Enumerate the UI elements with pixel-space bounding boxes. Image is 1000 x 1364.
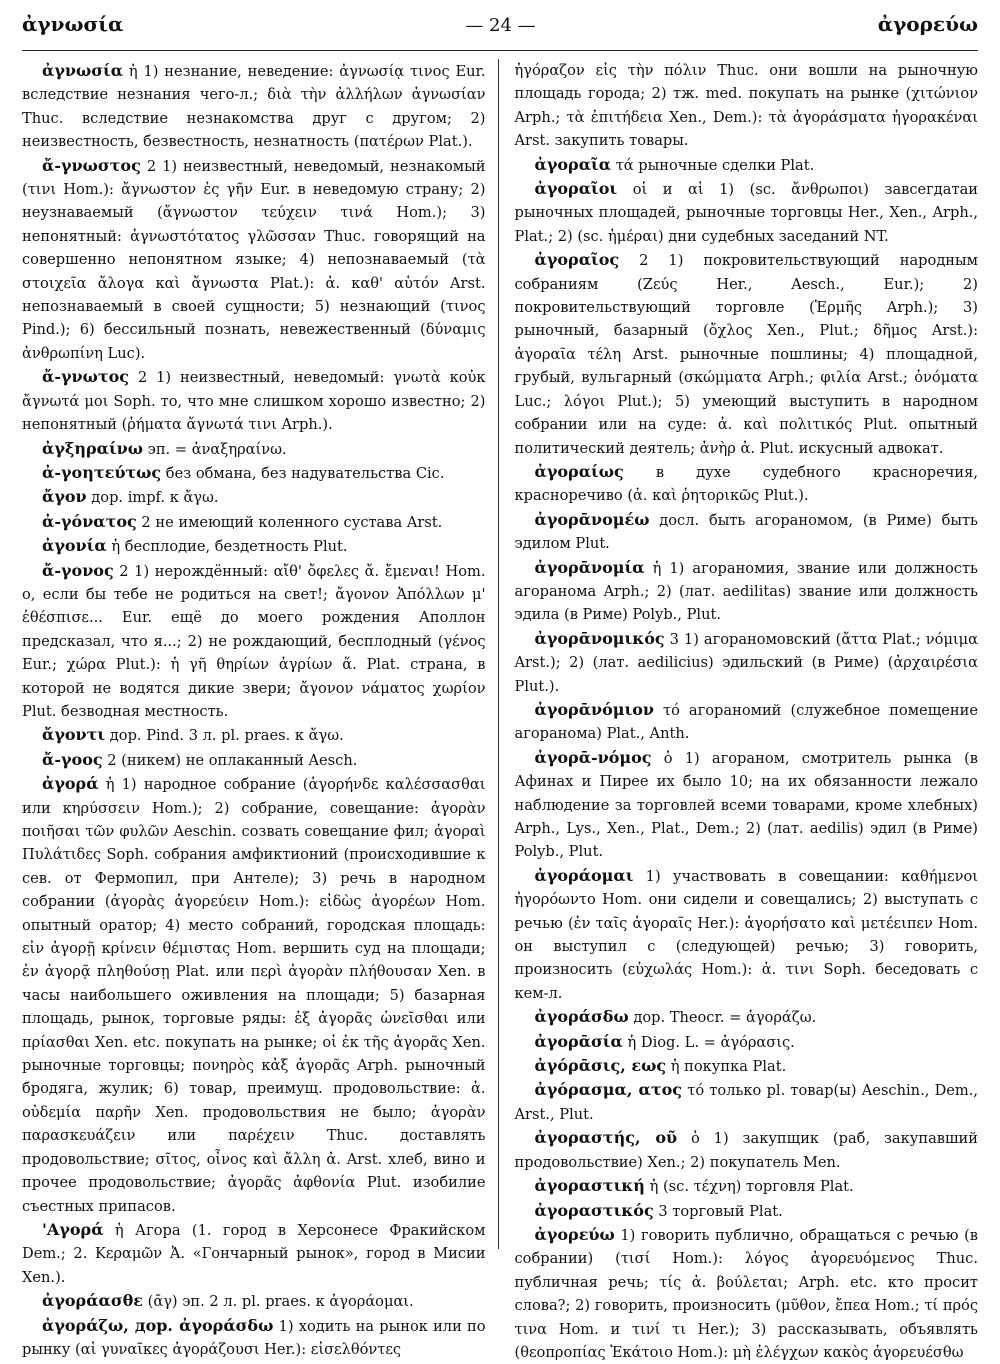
dictionary-entry <box>22 154 486 366</box>
entry-headword: ἀγοράομαι <box>534 865 634 885</box>
entry-headword: ἀγοραίως <box>534 461 624 481</box>
dictionary-entry <box>515 1126 979 1174</box>
dictionary-entry <box>515 460 979 508</box>
left-guide-word: ἀγνωσία <box>22 12 124 36</box>
entry-headword: ἀ-γοητεύτως <box>42 462 162 482</box>
dictionary-entry <box>22 559 486 724</box>
dictionary-entry <box>515 1054 979 1078</box>
dictionary-entry <box>515 627 979 698</box>
entry-headword: ἀγόρασμα, ατος <box>534 1080 683 1100</box>
entry-definition: дор. Theocr. = ἀγοράζω. <box>633 1009 817 1027</box>
entry-definition: ὁ 1) агораном, смотритель рынка (в Афинах и Пирее их было 10; на их обязанности лежало наблюдение за торговлей всеми товарами, кроме хлебных) Arph., Lys., Xen., Plat., Dem.; 2) (лат. aedilis) эдил (в Риме) Polyb., Plut. <box>514 749 978 861</box>
entry-definition: ἡ Diog. L. = ἀγόρασις. <box>627 1033 795 1051</box>
dictionary-entry <box>22 485 486 509</box>
entry-headword: ἄγοντι <box>42 725 106 745</box>
entry-definition: (ᾱγ) эп. 2 л. pl. praes. к ἀγοράομαι. <box>147 1293 414 1311</box>
dictionary-entry <box>515 59 979 153</box>
entry-definition: 2 1) неизвестный, неведомый, незнакомый (τινι Hom.): ἄγνωστον ἐς γῆν Eur. в неведомую страну; 2) неузнаваемый (ἄγνωστον τεύχειν τινά Hom.); 3) непонятный: ἀγνωστότατος γλῶσσαν Thuc. говорящий на совершенно непонятном языке; 4) непознаваемый (τὰ στοιχεῖα ἄλογα καὶ ἄγνωστα Plat.): ἀ. καθ' αὑτόν Arst. непознаваемый в своей сущности; 5) незнающий (τινος Pind.); 6) бессильный познать, невежественный (δύναμις ἀνθρωπίνη Luc). <box>22 157 486 362</box>
entry-definition: дор. Pind. 3 л. pl. praes. к ἄγω. <box>109 727 344 745</box>
dictionary-entry <box>515 508 979 556</box>
entry-headword: ἀγοράασθε <box>42 1291 144 1311</box>
right-guide-word: ἀγορεύω <box>877 12 978 36</box>
dictionary-entry <box>515 1223 979 1364</box>
entry-headword: ἀγορᾱνομέω <box>534 509 650 529</box>
entry-definition: 2 не имеющий коленного сустава Arst. <box>141 513 443 531</box>
entry-headword: ἄ-γνωτος <box>42 367 130 387</box>
dictionary-entry <box>22 1314 486 1362</box>
entry-headword: ἀ-γόνατος <box>42 511 137 531</box>
entry-definition: 2 1) нерождённый: αἴθ' ὄφελες ἄ. ἔμεναι! Hom. о, если бы тебе не родиться на свет!; ἄγονον Ἀπόλλων μ' ἐθέσπισε... Eur. ещё до моего рождения Аполлон предсказал, что я...; 2) не рождающий, бесплодный (γένος Eur.; χώρα Plut.): ἡ γῆ θηρίων ἀγρίων ἄ. Plat. страна, в которой не водятся дикие звери; ἄγονον νάματος χωρίον Plut. безводная местность. <box>22 562 486 720</box>
dictionary-entry <box>22 1289 486 1313</box>
entry-headword: ἀγοραῖοι <box>534 179 618 199</box>
dictionary-entry <box>22 461 486 485</box>
entry-headword: ἀγοράζω, дор. ἀγοράσδω <box>42 1315 274 1335</box>
entry-definition: 1) ходить на рынок или по рынку (αἱ γυναῖκες ἀγοράζουσι Her.): εἰσελθόντες <box>22 1317 486 1358</box>
entry-definition: τό агораномий (служебное помещение агоранома) Plat., Anth. <box>514 701 978 743</box>
header-rule <box>22 50 978 51</box>
dictionary-entry <box>515 248 979 460</box>
dictionary-entry <box>22 365 486 436</box>
dictionary-entry <box>22 59 486 154</box>
entry-headword: ἀγορᾱνομία <box>534 557 645 577</box>
dictionary-entry <box>22 1218 486 1289</box>
entry-headword: ἀγορά <box>42 774 99 794</box>
dictionary-entry <box>515 698 979 746</box>
running-head <box>22 12 978 48</box>
dictionary-entry <box>515 1078 979 1126</box>
entry-definition: эп. = ἀναξηραίνω. <box>147 440 287 458</box>
entry-headword: ἄ-γονος <box>42 560 114 580</box>
page-number: — 24 — <box>465 15 536 36</box>
columns <box>22 59 979 1361</box>
entry-headword: ἀγόρᾱσις, εως <box>534 1056 667 1076</box>
entry-headword: ἀγορᾱσία <box>534 1031 623 1051</box>
dictionary-entry <box>515 1005 979 1029</box>
entry-definition: τά рыночные сделки Plat. <box>615 156 815 174</box>
entry-headword: ἄ-γοος <box>42 749 103 769</box>
entry-headword: ἀγοραστικός <box>534 1200 654 1220</box>
entry-definition: ἡ 1) народное собрание (ἀγορήνδε καλέσσασθαι или κηρύσσειν Hom.); 2) собрание, совещание: ἀγορὰν ποιῆσαι τῶν φυλῶν Aeschin. созвать совещание фил; ἀγοραὶ Πυλάτιδες Soph. собрания амфиктионий (происходившие к сев. от Фермопил, при Антеле); 3) речь в народном собрании (ἀγορὰς ἀγορεύειν Hom.): εἰδὼς ἀγορέων Hom. опытный оратор; 4) место собраний, городская площадь: εἰν ἀγορῇ κρίνειν θέμιστας Hom. вершить суд на площади; ἐν ἀγορᾷ πληθούσῃ Plat. или περὶ ἀγορὰν πλήθουσαν Xen. в часы наибольшего оживления на площади; 5) базарная площадь, рынок, торговые ряды: ἐξ ἀγορᾶς ὠνεῖσθαι или πρίασθαι Xen. etc. покупать на рынке; οἱ ἐκ τῆς ἀγορᾶς Xen. рыночные торговцы; πονηρὸς κἀξ ἀγορᾶς Arph. рыночный бродяга, жулик; 6) товар, преимущ. продовольствие: ἀ. οὐδεμία παρῆν Xen. продовольствия не было; ἀγορὰν παρασκευάζειν или παρέχειν Thuc. доставлять продовольствие; σῖτος, οἶνος καὶ ἄλλη ἀ. Arst. хлеб, вино и прочее продовольствие; ἀγορᾶς ἀφθονία Plut. изобилие съестных припасов. <box>22 776 486 1215</box>
entry-headword: ἀγορᾱ-νόμος <box>534 747 652 767</box>
entry-headword: ἀγνωσία <box>42 61 124 80</box>
entry-headword: ἀγοραστική <box>534 1176 645 1196</box>
dictionary-entry <box>515 1199 979 1223</box>
dictionary-entry <box>515 1030 979 1054</box>
dictionary-entry <box>515 1174 979 1198</box>
entry-headword: ἀγορᾱνόμιον <box>534 699 654 719</box>
dictionary-entry <box>515 746 979 864</box>
entry-definition: ἡ бесплодие, бездетность Plut. <box>111 538 348 556</box>
dictionary-entry <box>22 772 486 1218</box>
entry-definition: дор. impf. к ἄγω. <box>91 489 219 507</box>
dictionary-entry <box>515 177 979 248</box>
entry-headword: 'Αγορά <box>42 1219 104 1239</box>
entry-definition: 3 торговый Plat. <box>658 1202 783 1220</box>
entry-definition: ἡ покупка Plat. <box>670 1058 787 1076</box>
dictionary-entry <box>515 864 979 1005</box>
left-column <box>22 59 499 1358</box>
dictionary-entry <box>515 556 979 627</box>
dictionary-entry <box>515 153 979 177</box>
entry-headword: ἀγορᾱνομικός <box>534 628 665 648</box>
entry-definition: ὁ 1) закупщик (раб, закупавший продовольствие) Xen.; 2) покупатель Men. <box>514 1130 979 1171</box>
entry-headword: ἀγοραῖος <box>534 250 620 270</box>
entry-definition: 2 1) неизвестный, неведомый: γνωτὰ κοὐκ ἄγνωτά μοι Soph. то, что мне слишком хорошо известно; 2) непонятный (ῥήματα ἄγνωτά τινι Arph.). <box>22 369 486 434</box>
entry-definition: 2 1) покровительствующий народным собраниям (Ζεύς Her., Aesch., Eur.); 2) покровительствующий торговле (Ἑρμῆς Arph.); 3) рыночный, базарный (ὄχλος Xen., Plut.; δῆμος Arst.): ἀγοραῖα τέλη Arst. рыночные пошлины; 4) площадной, грубый, вульгарный (σκώμματα Arph.; φιλία Arst.; ὀνόματα Luc.; λόγοι Plut.); 5) умеющий выступить в народном собрании или на суде: ἀ. καὶ πολιτικός Plut. опытный политический деятель; ἀνὴρ ἀ. Plut. искусный адвокат. <box>514 252 978 457</box>
entry-definition: ἡ (sc. τέχνη) торговля Plat. <box>649 1178 854 1196</box>
entry-definition: ἡ 1) незнание, неведение: ἀγνωσίᾳ τινος Eur. вследствие незнания чего-л.; διὰ τὴν ἀλλήλων ἀγνωσίαν Thuc. вследствие незнакомства друг с другом; 2) неизвестность, безвестность, незнатность (πατέρων Plat.). <box>22 63 486 151</box>
entry-definition: 1) участвовать в совещании: καθήμενοι ἠγορόωντο Hom. они сидели и совещались; 2) выступать с речью (ἐν ταῖς ἀγοραῖς Her.): ἀγορήσατο καὶ μετέειπεν Hom. он выступил с (следующей) речью; 3) говорить, произносить (εὐχωλάς Hom.): ἀ. τινι Soph. беседовать с кем-л. <box>514 867 979 1002</box>
entry-definition: ἠγόραζον εἰς τὴν πόλιν Thuc. они вошли на рыночную площадь города; 2) тж. med. покупать на рынке (χιτώνιον Arph.; τὰ ἐπιτήδεια Xen., Dem.): τὰ ἀγοράσματα ἠγορακέναι Arst. закупить товары. <box>514 62 978 150</box>
entry-definition: 1) говорить публично, обращаться с речью (в собрании) (τισί Hom.): λόγος ἀγορευόμενος Thuc. публичная речь; τίς ἀ. βούλεται; Arph. etc. кто просит слова?; 2) говорить, произносить (μῦθον, ἔπεα Hom.; τί πρός τινα Hom. и τινί τι Her.); 3) рассказывать, объявлять (θεοπροπίας Ἑκάτοιο Hom.): μὴ ἐλέγχων κακὸς ἀγορευέσθω <box>514 1226 979 1361</box>
dictionary-entry <box>22 534 486 558</box>
entry-definition: без обмана, без надувательства Cic. <box>165 464 445 482</box>
entry-definition: досл. быть агораномом, (в Риме) быть эдилом Plut. <box>514 511 978 553</box>
dictionary-entry <box>22 437 486 461</box>
entry-definition: 2 (никем) не оплаканный Aesch. <box>107 751 358 769</box>
entry-definition: οἱ и αἱ 1) (sc. ἄνθρωποι) завсегдатаи рыночных площадей, рыночные торговцы Her., Xen., Arph., Plat.; 2) (sc. ἡμέραι) дни судебных заседаний NT. <box>514 181 978 245</box>
entry-headword: ἄγον <box>42 487 87 507</box>
entry-definition: ἡ Агора (1. город в Херсонесе Фракийском Dem.; 2. Κεραμῶν Ἀ. «Гончарный рынок», город в Мисии Xen.). <box>22 1221 486 1286</box>
entry-definition: в духе судебного красноречия, красноречиво (ἀ. καὶ ῥητορικῶς Plut.). <box>514 463 978 505</box>
entry-headword: ἀγοραστής, οῦ <box>534 1128 678 1148</box>
entry-headword: ἀγονία <box>42 536 107 556</box>
dictionary-entry <box>22 748 486 772</box>
dictionary-entry <box>22 510 486 534</box>
entry-headword: ἀγορεύω <box>534 1224 615 1244</box>
entry-definition: 3 1) агораномовский (ἄττα Plat.; νόμιμα Arst.); 2) (лат. aedilicius) эдильский (в Риме) (ἀρχαιρέσια Plut.). <box>514 630 978 695</box>
dictionary-entry <box>22 723 486 747</box>
entry-headword: ἀγοράσδω <box>534 1007 629 1027</box>
entry-headword: ἀγοραῖα <box>534 154 612 174</box>
right-column <box>514 59 979 1361</box>
entry-definition: ἡ 1) агораномия, звание или должность агоранома Arph.; 2) (лат. aedilitas) звание или должность эдила (в Риме) Polyb., Plut. <box>514 559 978 624</box>
entry-headword: ἀγξηραίνω <box>42 438 144 458</box>
entry-headword: ἄ-γνωστος <box>42 155 141 175</box>
entry-definition: τό только pl. товар(ы) Aeschin., Dem., Arst., Plut. <box>514 1082 979 1123</box>
